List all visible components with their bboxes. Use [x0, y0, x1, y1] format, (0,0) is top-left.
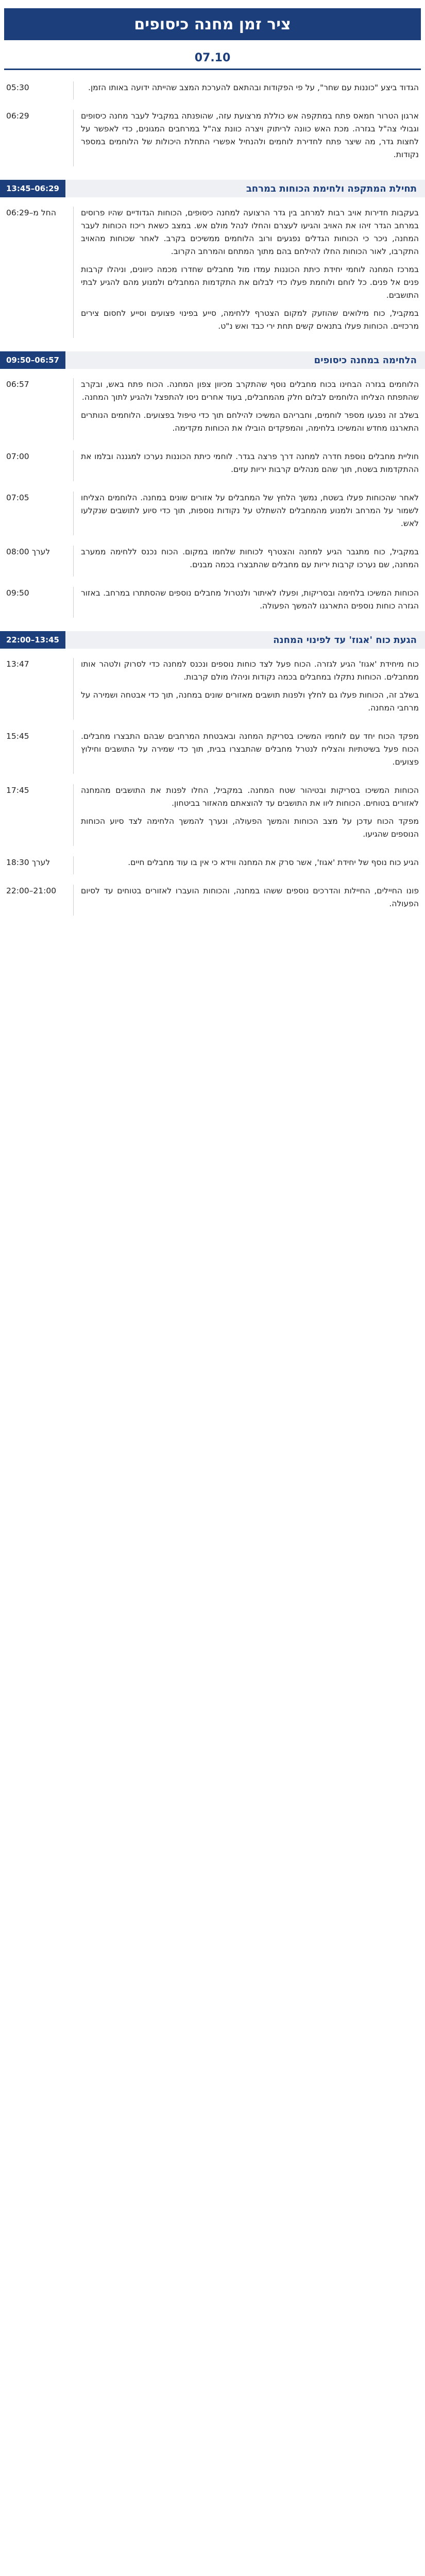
entry-text: [73, 546, 419, 577]
timeline-entry: [6, 784, 419, 846]
entry-paragraph: פונו החיילים, החיילות והדרכים נוספים ששהו במחנה, והכוחות הועברו לאזורים בטוחים עד לסיום הפעולה.: [81, 886, 419, 908]
entry-paragraph: הלוחמים בגזרה הבחינו בכוח מחבלים נוסף שהתקרב מכיוון צפון המחנה. הכוח פתח באש, ובקרב שהתפתח הצליחו הלוחמים לבלום חלק מהמחבלים, בעוד אחרים ניסו להתפצל ולהגיע לתוך המחנה.: [81, 380, 419, 402]
timeline-entry: [6, 81, 419, 99]
entry-time: 05:30: [6, 83, 29, 92]
entry-time: 07:00: [6, 452, 29, 461]
entry-paragraph: הגדוד ביצע "כוננות עם שחר", על פי הפקודות ובהתאם להערכת המצב שהייתה ידועה באותו הזמן.: [88, 83, 419, 92]
entry-text: [73, 110, 419, 166]
timeline-entry: [6, 658, 419, 720]
entry-text: [73, 587, 419, 618]
timeline-body: [0, 81, 425, 916]
timeline-entry: [6, 856, 419, 874]
section-time-range: 22:00–13:45: [0, 631, 65, 649]
section-time-range: 13:45–06:29: [0, 180, 65, 197]
timeline-entry: [6, 110, 419, 166]
date-divider: [4, 69, 421, 70]
section-time-range: 09:50–06:57: [0, 351, 65, 369]
entry-paragraph: כוח מיחידת 'אגוז' הגיע לגזרה. הכוח פעל לצד כוחות נוספים ונכנס למחנה כדי לסרוק ולטהר אותו ממחבלים. הכוחות נתקלו במחבלים בכמה נקודות וניהלו מולם קרבות.: [81, 659, 419, 682]
entry-paragraph: במקביל, כוח מתגבר הגיע למחנה והצטרף לכוחות שלחמו במקום. הכוח נכנס ללחימה ממערב המחנה, שם נערכו קרבות יריות עם מחבלים שהתבצרו בכמה מבנים.: [81, 547, 419, 569]
entry-text: [73, 207, 419, 338]
entry-paragraph: חוליית מחבלים נוספת חדרה למחנה דרך פרצה בגדר. לוחמי כיתת הכוננות נערכו למגננה ובלמו את ההתקדמות בשטח, תוך שהם מנהלים קרבות יריות עזים.: [81, 452, 419, 474]
entry-paragraph: הגיע כוח נוסף של יחידת 'אגוז', אשר סרק את המחנה ווידא כי אין בו עוד מחבלים חיים.: [128, 858, 419, 867]
entry-paragraph: הכוחות המשיכו בסריקות ובטיהור שטח המחנה. במקביל, החלו לפנות את התושבים מהמחנה לאזורים בטוחים. הכוחות ליוו את התושבים עד להוצאתם מהאזור בביטחון.: [81, 786, 419, 808]
entry-time: החל מ–06:29: [6, 208, 56, 217]
timeline-entry: [6, 885, 419, 916]
entry-text: [73, 784, 419, 846]
entry-paragraph: ארגון הטרור חמאס פתח במתקפה אש כוללת מרצועת עזה, שהופנתה במקביל לעבר מחנה כיסופים וגבולי צה"ל בגזרה. מכת האש כוונה לריתוק ויצרה כוונת צה"ל במרחבים המגונים, כדי לאפשר על לחצות גדר, מה שיצר פתח לחדירת לוחמים ולהנחיל אפשרי התחלת היכולות של הלוחמים במספר נקודות.: [81, 111, 419, 159]
entry-paragraph: בעקבות חדירות אויב רבות למרחב בין גדר הרצועה למחנה כיסופים, הכוחות הגדודיים שהיו פרוסים במרחב הגדר זיהו את האויב והגיעו לעצרם והחלו לנהל מולם אש. במצב כשאת ריכוז הכוחות לעבר המחנה, ניכר כי הכוחות הגדלים נפגעים ורוב הלוחמים ממשיכים בקרב. לאחר שכוחות מהאויב התקרבו, לאור הכוחות החלו להילחם בהם מתוך המתחם והמרחב הקרוב.: [81, 208, 419, 256]
entry-text: [73, 730, 419, 774]
entry-time: 18:30 לערך: [6, 858, 50, 867]
section-title: הלחימה במחנה כיסופים: [314, 354, 417, 366]
entry-text: [73, 81, 419, 99]
entry-text: [73, 885, 419, 916]
entry-time: 06:29: [6, 111, 29, 121]
entry-time: 09:50: [6, 588, 29, 598]
entry-paragraph: במרכז המחנה לוחמי יחידת כיתת הכוננות עמדו מול מחבלים שחדרו מכמה כיוונים, וניהלו קרבות פנים אל פנים. כל לוחם ולוחמת פעלו כדי לבלום את התקדמות המחבלים ולמנוע מהם להגיע לבתי התושבים.: [81, 265, 419, 300]
section-header: [0, 180, 425, 197]
entry-paragraph: בשלב זה, הכוחות פעלו גם לחלץ ולפנות תושבים מאזורים שונים במחנה, תוך כדי אבטחה ושמירה על מרחבי המחנה.: [81, 690, 419, 713]
entry-paragraph: מפקד הכוח יחד עם לוחמיו המשיכו בסריקת המחנה ובאבטחת המרחבים שבהם התבצרו מחבלים. הכוח פעל בשיטתיות והצליח לנטרל מחבלים שהתבצרו בבית, תוך כדי שמירה על התושבים וחילוץ פצועים.: [81, 732, 419, 767]
entry-paragraph: במקביל, כוח מילואים שהוזעק למקום הצטרף ללחימה, סייע בפינוי פצועים וסייע לחסום צירים מרכזיים. הכוחות פעלו בתנאים קשים תחת ירי כבד ואש נ"ט.: [81, 309, 419, 331]
entry-text: [73, 492, 419, 535]
timeline-entry: [6, 450, 419, 481]
entry-time: 08:00 לערך: [6, 547, 50, 556]
section-title: תחילת המתקפה ולחימת הכוחות במרחב: [246, 183, 417, 194]
entry-paragraph: בשלב זה נפגעו מספר לוחמים, וחבריהם המשיכו להילחם תוך כדי טיפול בפצועים. הלוחמים הנותרים התארגנו מחדש והמשיכו בלחימה, והמפקדים הובילו את הכוחות מקדימה.: [81, 411, 419, 433]
entry-time: 17:45: [6, 786, 29, 795]
timeline-entry: [6, 546, 419, 577]
timeline-page: [0, 8, 425, 916]
page-banner: ציר זמן מחנה כיסופים: [4, 8, 421, 40]
entry-text: [73, 658, 419, 720]
timeline-entry: [6, 207, 419, 338]
timeline-entry: [6, 587, 419, 618]
entry-paragraph: מפקד הכוח עדכן על מצב הכוחות והמשך הפעולה, ונערך להמשך הלחימה לצד סיוע הכוחות הנוספים שהגיעו.: [81, 817, 419, 839]
entry-time: 07:05: [6, 493, 29, 502]
timeline-entry: [6, 492, 419, 535]
section-header: [0, 631, 425, 649]
timeline-entry: [6, 730, 419, 774]
entry-text: [73, 856, 419, 874]
entry-text: [73, 378, 419, 440]
entry-time: 06:57: [6, 380, 29, 389]
section-title: הגעת כוח 'אגוז' עד לפינוי המחנה: [273, 634, 417, 646]
entry-time: 15:45: [6, 732, 29, 741]
timeline-entry: [6, 378, 419, 440]
timeline-date: 07.10: [194, 52, 231, 64]
entry-time: 13:47: [6, 659, 29, 669]
entry-paragraph: לאחר שהכוחות פעלו בשטח, נמשך הלחץ של המחבלים על אזורים שונים במחנה. הלוחמים הצליחו לשמור על המרחב ולמנוע מהמחבלים להשתלט על נקודות נוספות, תוך כדי סיוע לתושבים שנקלעו לאש.: [81, 493, 419, 528]
entry-time: 22:00–21:00: [6, 886, 57, 895]
entry-text: [73, 450, 419, 481]
entry-paragraph: הכוחות המשיכו בלחימה ובסריקות, ופעלו לאיתור ולנטרול מחבלים נוספים שהסתתרו במרחב. באזור הגזרה כוחות נוספים התארגנו להמשך הפעולה.: [81, 588, 419, 611]
section-header: [0, 351, 425, 369]
